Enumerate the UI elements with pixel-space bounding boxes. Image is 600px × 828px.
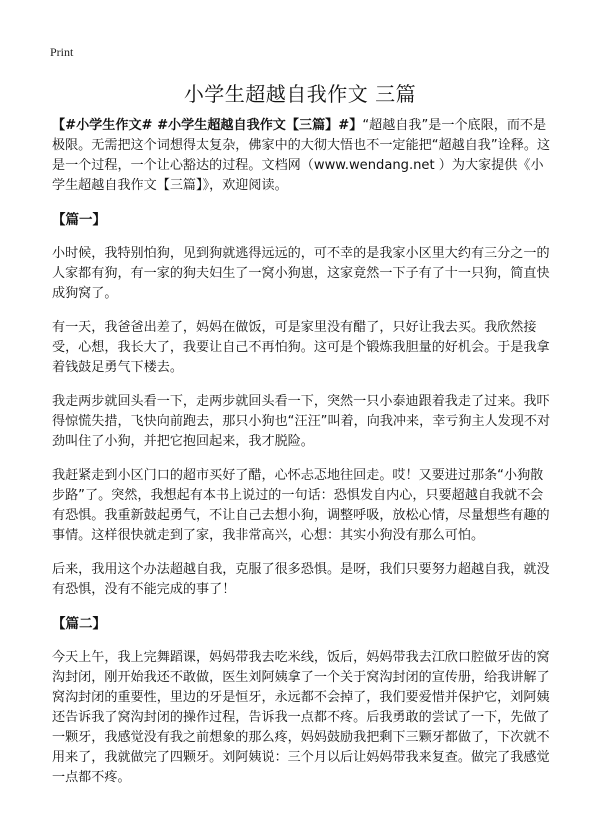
intro-paragraph: [52, 116, 552, 196]
section-heading-1: 【篇一】: [52, 212, 106, 228]
section-1-paragraph-3: 我走两步就回头看一下，走两步就回头看一下，突然一只小泰迪跟着我走了过来。我吓得惊慌失措，飞快向前跑去，那只小狗也“汪汪”叫着，向我冲来，幸亏狗主人发现不对劲叫住了小狗，并把它抱回起来，我才脱险。: [52, 394, 551, 449]
section-heading-2: 【篇二】: [52, 616, 106, 632]
section-1-paragraph-4: 我赶紧走到小区门口的超市买好了醋，心怀忐忑地往回走。哎！又要进过那条“小狗散步路”了。突然，我想起有本书上说过的一句话：恐惧发自内心，只要超越自我就不会有恐惧。我重新鼓起勇气，不让自己去想小狗，调整呼吸，放松心情，尽量想些有趣的事情。这样很快就走到了家，我非常高兴，心想：其实小狗没有那么可怕。: [52, 468, 550, 543]
section-2-paragraph-1: 今天上午，我上完舞蹈课，妈妈带我去吃米线，饭后，妈妈带我去江欣口腔做牙齿的窝沟封闭，刚开始我还不敢做，医生刘阿姨拿了一个关于窝沟封闭的宣传册，给我讲解了窝沟封闭的重要性，里边的牙是恒牙，永远都不会掉了，我们要爱惜并保护它，刘阿姨还告诉我了窝沟封闭的操作过程，告诉我一点都不疼。后我勇敢的尝试了一下，先做了一颗牙，我感觉没有我之前想象的那么疼，妈妈鼓励我把剩下三颗牙都做了，下次就不用来了，我就做完了四颗牙。刘阿姨说：三个月以后让妈妈带我来复查。做完了我感觉一点都不疼。: [52, 650, 550, 785]
section-1-paragraph-5: 后来，我用这个办法超越自我，克服了很多恐惧。是呀，我们只要努力超越自我，就没有恐惧，没有不能完成的事了！: [52, 562, 550, 597]
section-1-paragraph-1: 小时候，我特别怕狗，见到狗就逃得远远的，可不幸的是我家小区里大约有三分之一的人家都有狗，有一家的狗夫妇生了一窝小狗崽，这家竟然一下子有了十一只狗，简直快成狗窝了。: [52, 246, 550, 301]
intro-tag: 【#小学生作文# #小学生超越自我作文【三篇】#】: [52, 118, 363, 133]
print-link[interactable]: Print: [50, 45, 74, 59]
section-1-paragraph-2: 有一天，我爸爸出差了，妈妈在做饭，可是家里没有醋了，只好让我去买。我欣然接受，心想，我长大了，我要让自己不再怕狗。这可是个锻炼我胆量的好机会。于是我拿着钱鼓足勇气下楼去。: [52, 320, 550, 375]
page-title: 小学生超越自我作文 三篇: [183, 82, 417, 106]
article-body: [52, 116, 552, 802]
intro-text: “超越自我”是一个底限，而不是极限。无需把这个词想得太复杂，佛家中的大彻大悟也不一定能把“超越自我”诠释。这是一个过程，一个让心豁达的过程。文档网（www.wendang.net ）为大家提供《小学生超越自我作文【三篇】》，欢迎阅读。: [52, 118, 551, 193]
